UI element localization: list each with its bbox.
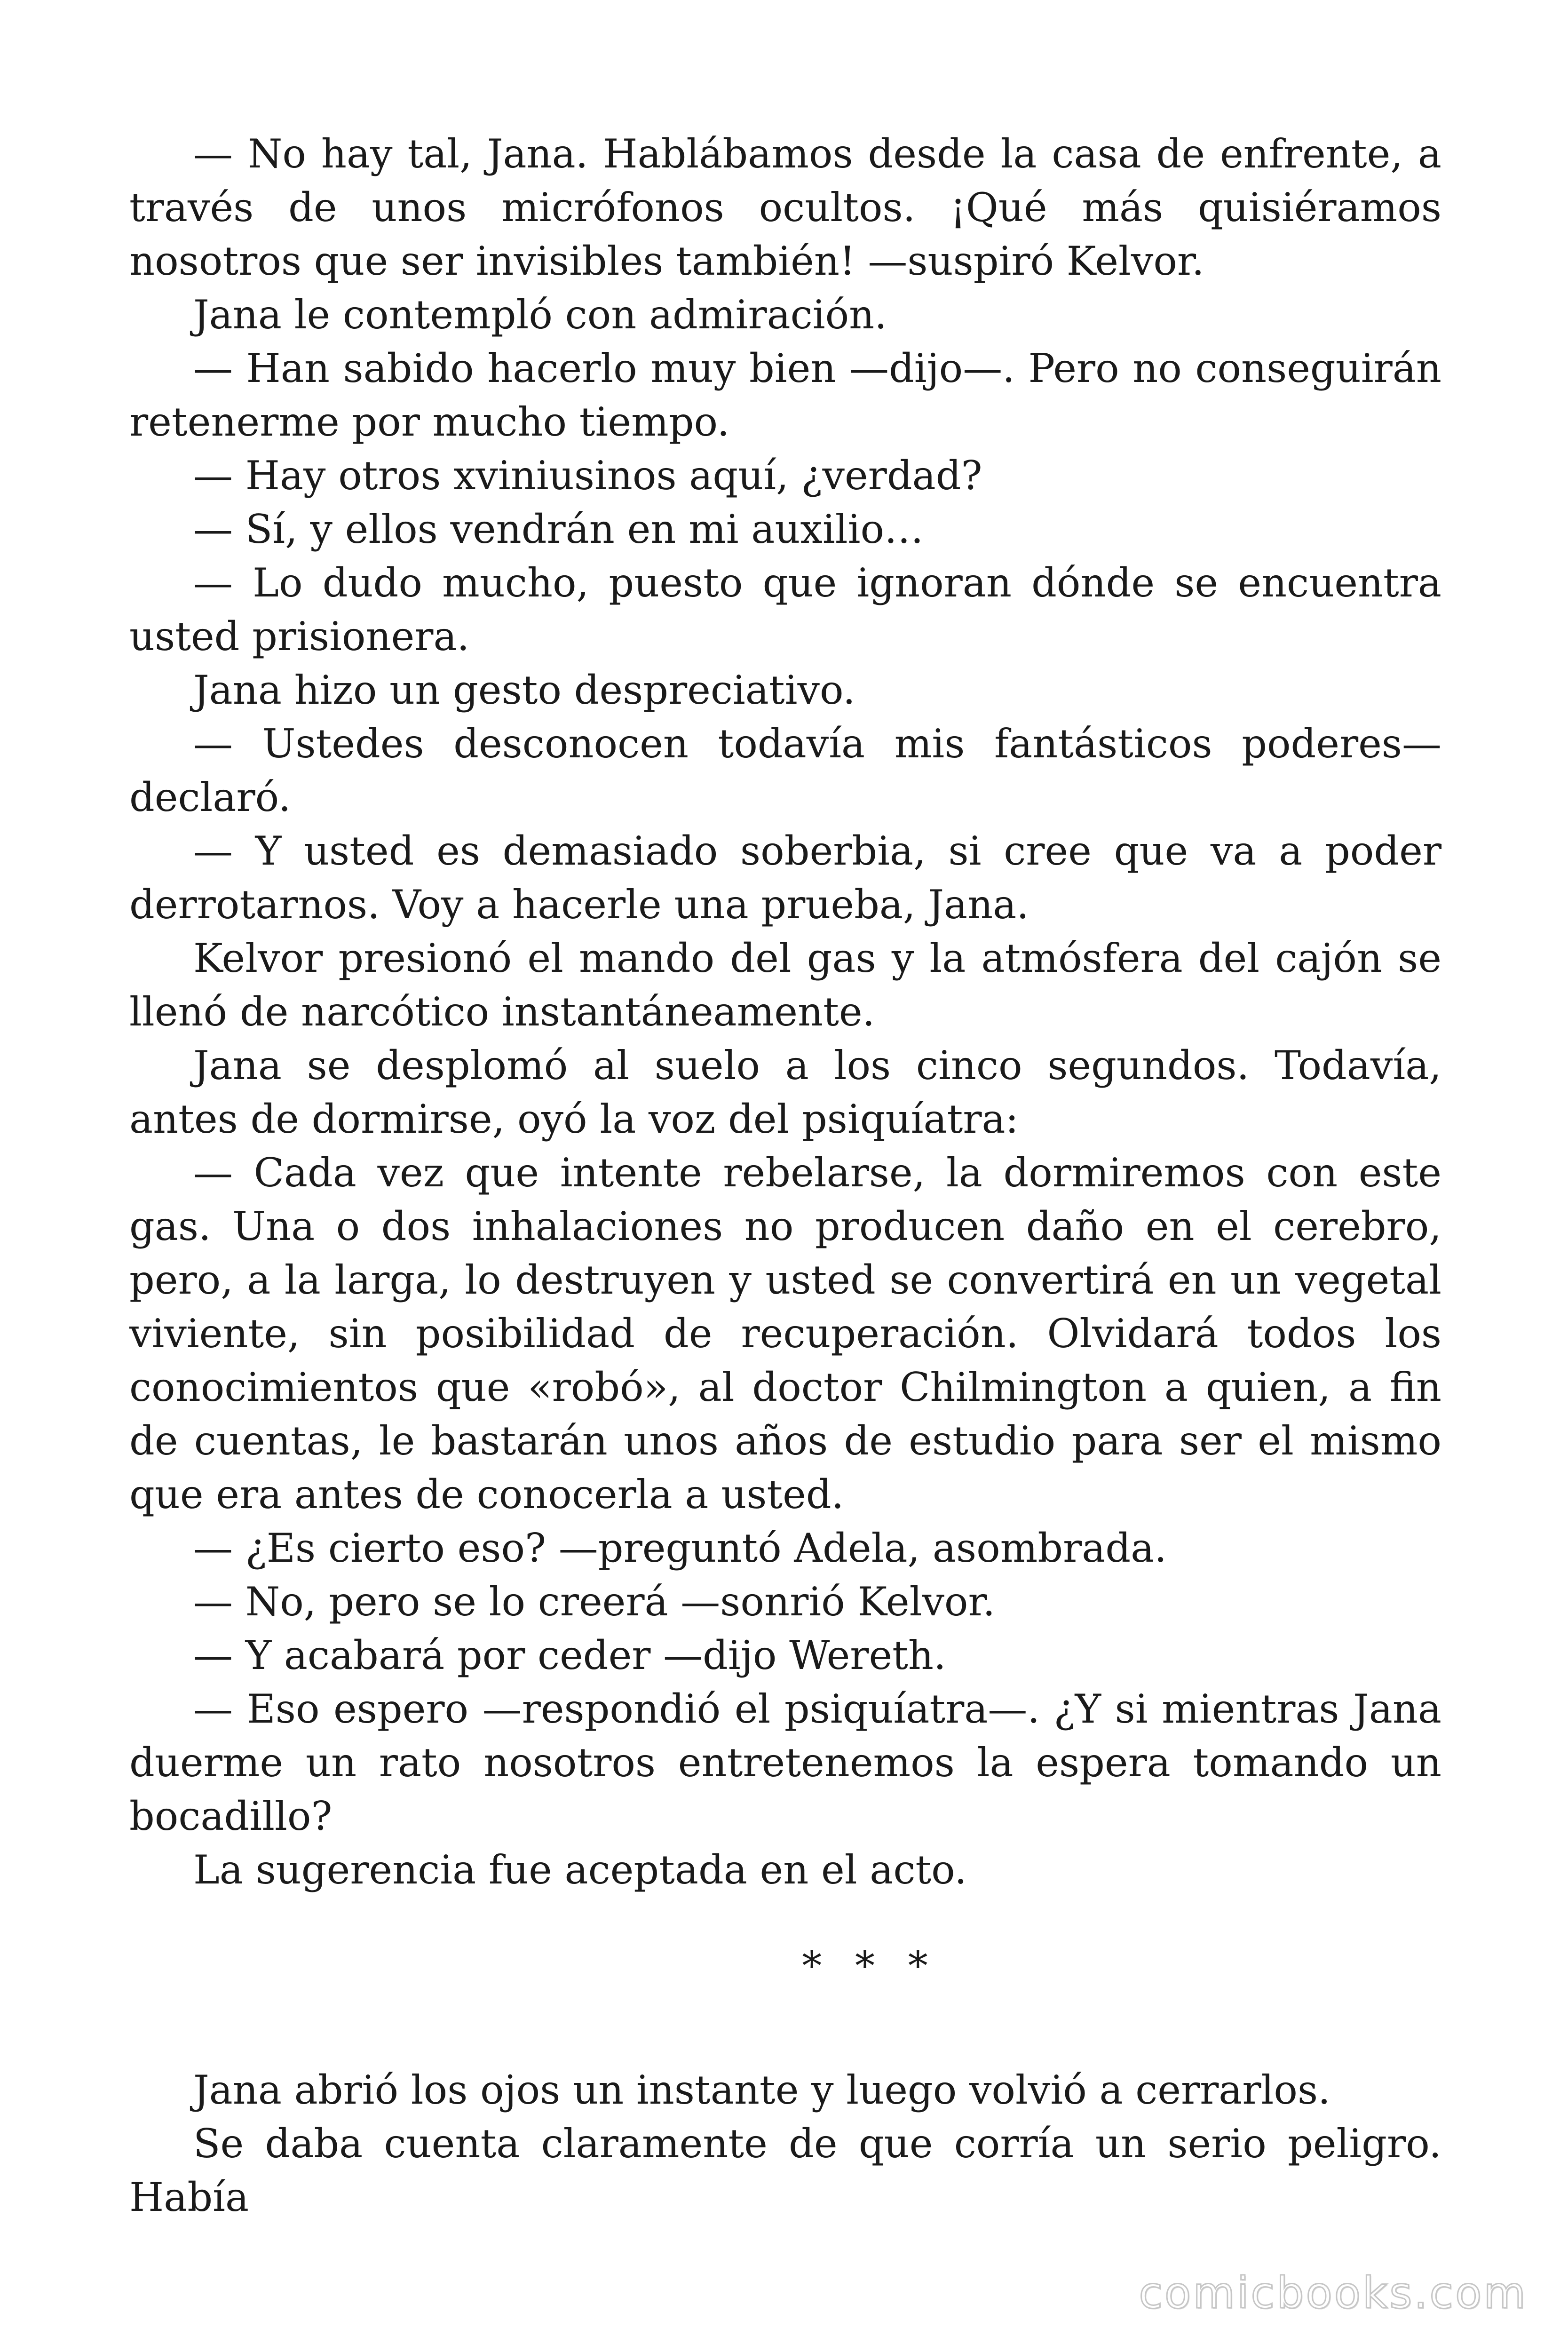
paragraph: Jana se desplomó al suelo a los cinco segundos. Todavía, antes de dormirse, oyó la voz del psiquíatra:	[129, 1042, 1441, 1142]
paragraph: Se daba cuenta claramente de que corría un serio peligro. Había	[129, 2121, 1441, 2220]
scene-break: * * *	[802, 1943, 938, 1989]
paragraph: — Y usted es demasiado soberbia, si cree que va a poder derrotarnos. Voy a hacerle una prueba, Jana.	[129, 828, 1441, 928]
paragraph: Jana hizo un gesto despreciativo.	[193, 667, 855, 713]
paragraph: — Sí, y ellos vendrán en mi auxilio…	[193, 506, 924, 552]
paragraph: — No hay tal, Jana. Hablábamos desde la casa de enfrente, a través de unos micrófonos ocultos. ¡Qué más quisiéramos nosotros que ser invisibles también! —suspiró Kelvor.	[129, 131, 1441, 284]
paragraph: La sugerencia fue aceptada en el acto.	[193, 1847, 967, 1893]
paragraph: Kelvor presionó el mando del gas y la atmósfera del cajón se llenó de narcótico instantáneamente.	[129, 935, 1441, 1035]
paragraph: — Ustedes desconocen todavía mis fantásticos poderes— declaró.	[129, 721, 1441, 820]
paragraph: Jana abrió los ojos un instante y luego volvió a cerrarlos.	[193, 2067, 1330, 2113]
body-text	[129, 127, 1441, 2224]
paragraph: — ¿Es cierto eso? —preguntó Adela, asombrada.	[193, 1525, 1167, 1571]
paragraph: — Y acabará por ceder —dijo Wereth.	[193, 1632, 946, 1678]
paragraph: — Hay otros xviniusinos aquí, ¿verdad?	[193, 453, 982, 499]
paragraph: — Lo dudo mucho, puesto que ignoran dónde se encuentra usted prisionera.	[129, 560, 1441, 660]
paragraph: — Cada vez que intente rebelarse, la dormiremos con este gas. Una o dos inhalaciones no producen daño en el cerebro, pero, a la larga, lo destruyen y usted se convertirá en un vegetal viviente, sin posibilidad de recuperación. Olvidará todos los conocimientos que «robó», al doctor Chilmington a quien, a fin de cuentas, le bastarán unos años de estudio para ser el mismo que era antes de conocerla a usted.	[129, 1150, 1441, 1518]
paragraph: — No, pero se lo creerá —sonrió Kelvor.	[193, 1579, 996, 1625]
paragraph: — Eso espero —respondió el psiquíatra—. ¿Y si mientras Jana duerme un rato nosotros entretenemos la espera tomando un bocadillo?	[129, 1686, 1441, 1839]
paragraph: Jana le contempló con admiración.	[193, 292, 887, 338]
paragraph: — Han sabido hacerlo muy bien —dijo—. Pero no conseguirán retenerme por mucho tiempo.	[129, 345, 1441, 445]
watermark-logo: comicbooks.com	[1139, 2268, 1528, 2318]
